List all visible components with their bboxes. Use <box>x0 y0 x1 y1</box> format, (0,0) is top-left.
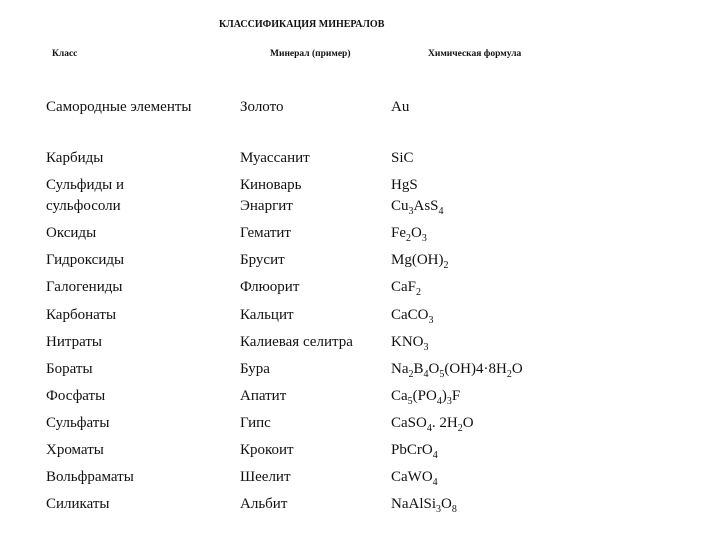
mineral-cell: Золото <box>240 99 284 115</box>
header-formula: Химическая формула <box>428 49 522 59</box>
mineral-cell: Крокоит <box>240 442 294 458</box>
mineral-cell: Шеелит <box>240 469 291 485</box>
formula-cell: $Na_2B_4O_5(OH)4\cdot 8H_2O$ <box>391 361 523 380</box>
mineral-cell: Калиевая селитра <box>240 334 353 350</box>
formula-cell: $KNO_3$ <box>391 334 429 353</box>
mineral-cell: Флюорит <box>240 279 300 295</box>
formula-cell: $Ca_5(PO_4)_3F$ <box>391 388 461 407</box>
formula-cell: PbCrO$_4$ <box>391 442 438 461</box>
mineral-cell: Гипс <box>240 415 271 431</box>
class-cell: Оксиды <box>46 225 97 241</box>
class-cell: Сульфиды и сульфосоли <box>46 177 125 214</box>
class-cell: Силикаты <box>46 496 110 512</box>
header-class: Класс <box>52 49 78 59</box>
formula-cell: CaSO$_4$. $2H_2O$ <box>391 415 474 434</box>
mineral-cell: Муассанит <box>240 150 310 166</box>
mineral-cell: Альбит <box>240 496 288 512</box>
formula-cell: $NaAlSi_3O_8$ <box>391 496 457 515</box>
page-title: КЛАССИФИКАЦИЯ МИНЕРАЛОВ <box>219 19 385 30</box>
class-cell: Хроматы <box>46 442 104 458</box>
mineral-cell: Гематит <box>240 225 291 241</box>
mineral-cell: Брусит <box>240 252 285 268</box>
formula-cell: Au <box>391 99 410 115</box>
class-cell: Фосфаты <box>46 388 106 404</box>
class-cell: Нитраты <box>46 334 103 350</box>
formula-cell: $Mg(OH)_2$ <box>391 252 449 271</box>
mineral-cell: Апатит <box>240 388 287 404</box>
formula-cell: CaWO$_4$ <box>391 469 438 488</box>
class-cell: Гидроксиды <box>46 252 125 268</box>
class-cell: Вольфраматы <box>46 469 134 485</box>
formula-cell: CaCO$_3$ <box>391 307 434 326</box>
mineral-cell: Бура <box>240 361 270 377</box>
mineral-cell: Киноварь Энаргит <box>240 177 302 214</box>
formula-cell: CaF$_2$ <box>391 279 422 298</box>
class-cell: Галогениды <box>46 279 123 295</box>
mineral-cell: Кальцит <box>240 307 294 323</box>
formula-cell: SiC <box>391 150 414 166</box>
formula-cell: HgS $Cu_3AsS_4$ <box>391 177 444 217</box>
class-cell: Сульфаты <box>46 415 110 431</box>
formula-cell: $Fe_2O_3$ <box>391 225 427 244</box>
header-mineral: Минерал (пример) <box>270 49 351 59</box>
class-cell: Самородные элементы <box>46 99 192 115</box>
class-cell: Бораты <box>46 361 93 377</box>
class-cell: Карбиды <box>46 150 104 166</box>
class-cell: Карбонаты <box>46 307 117 323</box>
